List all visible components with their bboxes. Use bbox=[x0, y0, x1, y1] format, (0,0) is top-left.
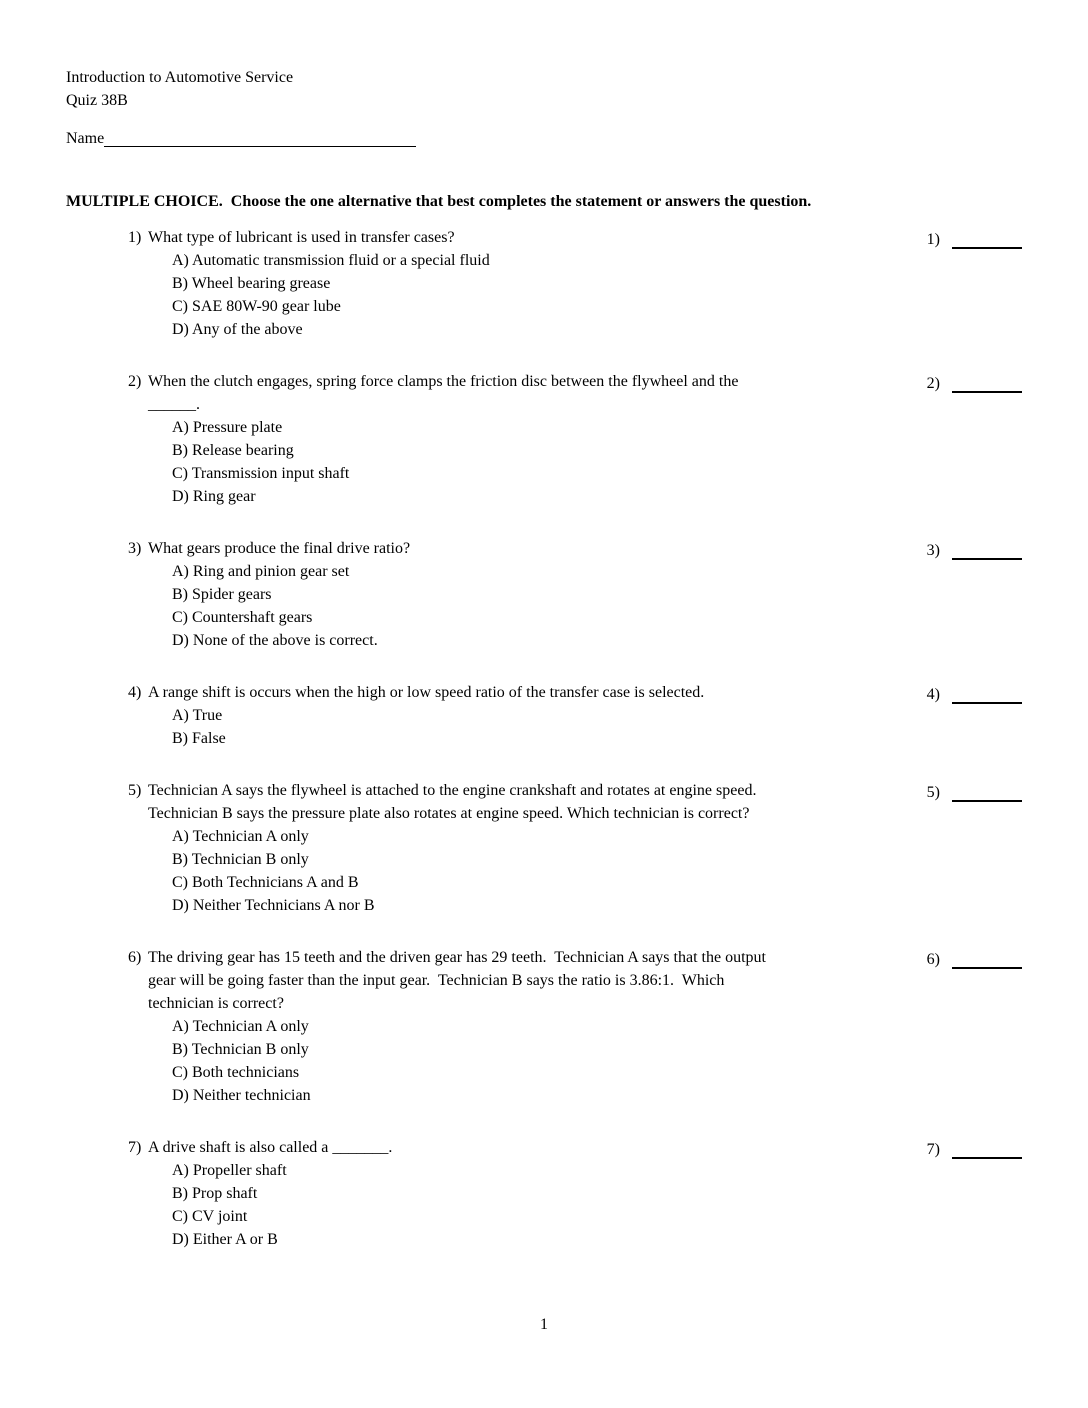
choice-item: C) CV joint bbox=[172, 1208, 248, 1225]
question-line: ______. bbox=[148, 396, 200, 413]
question-main bbox=[128, 370, 1022, 508]
choice-item: A) Technician A only bbox=[172, 828, 309, 845]
question-line: Technician B says the pressure plate also rotates at engine speed. Which technician is correct? bbox=[148, 805, 750, 822]
choice-item: D) Neither Technicians A nor B bbox=[172, 897, 375, 914]
choice-item: C) Transmission input shaft bbox=[172, 465, 350, 482]
choice-item: B) Wheel bearing grease bbox=[172, 275, 331, 292]
question-main bbox=[128, 226, 1022, 341]
choice-item: B) Technician B only bbox=[172, 1041, 309, 1058]
answer-slot bbox=[927, 370, 1022, 395]
question-body bbox=[148, 370, 738, 508]
choice-item: A) Technician A only bbox=[172, 1018, 309, 1035]
question-block bbox=[128, 1136, 1022, 1251]
question-body bbox=[148, 946, 766, 1107]
choice-item: C) Both Technicians A and B bbox=[172, 874, 359, 891]
answer-number: 4) bbox=[926, 686, 940, 703]
choice-list bbox=[172, 1159, 392, 1251]
choice-item: C) SAE 80W-90 gear lube bbox=[172, 298, 341, 315]
question-text bbox=[148, 370, 738, 416]
choice-item: B) Prop shaft bbox=[172, 1185, 258, 1202]
page-number: 1 bbox=[540, 1316, 548, 1333]
quiz-title: Quiz 38B bbox=[66, 92, 128, 109]
choice-item: B) Release bearing bbox=[172, 442, 294, 459]
choice-item: A) Pressure plate bbox=[172, 419, 283, 436]
question-main bbox=[128, 681, 1022, 750]
question-text bbox=[148, 681, 704, 704]
choice-list bbox=[172, 704, 704, 750]
answer-slot bbox=[927, 681, 1022, 706]
question-number: 3) bbox=[128, 540, 142, 557]
question-list bbox=[66, 226, 1022, 1251]
answer-blank[interactable] bbox=[952, 686, 1022, 704]
question-line: technician is correct? bbox=[148, 995, 284, 1012]
name-row bbox=[66, 126, 1022, 150]
choice-item: A) True bbox=[172, 707, 223, 724]
choice-list bbox=[172, 1015, 766, 1107]
answer-blank[interactable] bbox=[952, 542, 1022, 560]
choice-item: C) Both technicians bbox=[172, 1064, 300, 1081]
question-line: A range shift is occurs when the high or low speed ratio of the transfer case is selected. bbox=[148, 684, 705, 701]
section-instructions: MULTIPLE CHOICE. Choose the one alternative that best completes the statement or answers the question. bbox=[66, 193, 812, 210]
question-number: 6) bbox=[128, 949, 142, 966]
choice-item: D) Either A or B bbox=[172, 1231, 278, 1248]
question-number: 1) bbox=[128, 229, 142, 246]
answer-slot bbox=[927, 226, 1022, 251]
question-number: 7) bbox=[128, 1139, 142, 1156]
question-block bbox=[128, 370, 1022, 508]
question-number: 4) bbox=[128, 684, 142, 701]
question-main bbox=[128, 946, 1022, 1107]
question-line: A drive shaft is also called a _______. bbox=[148, 1139, 393, 1156]
choice-list bbox=[172, 249, 490, 341]
choice-item: D) Neither technician bbox=[172, 1087, 311, 1104]
choice-item: D) Any of the above bbox=[172, 321, 303, 338]
question-main bbox=[128, 779, 1022, 917]
answer-number: 3) bbox=[926, 542, 940, 559]
answer-number: 1) bbox=[926, 231, 940, 248]
choice-list bbox=[172, 825, 756, 917]
question-main bbox=[128, 1136, 1022, 1251]
question-line: What gears produce the final drive ratio? bbox=[148, 540, 411, 557]
name-label: Name bbox=[66, 130, 105, 147]
answer-blank[interactable] bbox=[952, 1141, 1022, 1159]
answer-slot bbox=[927, 779, 1022, 804]
question-line: When the clutch engages, spring force clamps the friction disc between the flywheel and the bbox=[148, 373, 739, 390]
choice-item: C) Countershaft gears bbox=[172, 609, 313, 626]
answer-number: 5) bbox=[926, 784, 940, 801]
question-body bbox=[148, 1136, 392, 1251]
question-block bbox=[128, 946, 1022, 1107]
question-block bbox=[128, 779, 1022, 917]
answer-blank[interactable] bbox=[952, 375, 1022, 393]
question-text bbox=[148, 779, 756, 825]
question-number: 5) bbox=[128, 782, 142, 799]
question-text bbox=[148, 1136, 392, 1159]
question-block bbox=[128, 681, 1022, 750]
document-header bbox=[66, 66, 1022, 112]
answer-slot bbox=[927, 1136, 1022, 1161]
question-body bbox=[148, 226, 490, 341]
question-body bbox=[148, 537, 410, 652]
question-line: What type of lubricant is used in transfer cases? bbox=[148, 229, 455, 246]
choice-item: B) False bbox=[172, 730, 226, 747]
question-line: Technician A says the flywheel is attached to the engine crankshaft and rotates at engine speed. bbox=[148, 782, 757, 799]
choice-item: B) Spider gears bbox=[172, 586, 272, 603]
answer-slot bbox=[927, 537, 1022, 562]
question-block bbox=[128, 226, 1022, 341]
question-text bbox=[148, 537, 410, 560]
answer-number: 6) bbox=[926, 951, 940, 968]
answer-blank[interactable] bbox=[952, 951, 1022, 969]
question-block bbox=[128, 537, 1022, 652]
answer-number: 7) bbox=[926, 1141, 940, 1158]
choice-item: A) Automatic transmission fluid or a special fluid bbox=[172, 252, 490, 269]
answer-slot bbox=[927, 946, 1022, 971]
question-main bbox=[128, 537, 1022, 652]
answer-blank[interactable] bbox=[952, 784, 1022, 802]
question-body bbox=[148, 779, 756, 917]
answer-number: 2) bbox=[926, 375, 940, 392]
choice-list bbox=[172, 560, 410, 652]
course-title: Introduction to Automotive Service bbox=[66, 69, 294, 86]
name-field[interactable] bbox=[104, 130, 416, 147]
question-line: gear will be going faster than the input gear. Technician B says the ratio is 3.86:1. Which bbox=[148, 972, 725, 989]
question-text bbox=[148, 226, 490, 249]
question-number: 2) bbox=[128, 373, 142, 390]
choice-item: B) Technician B only bbox=[172, 851, 309, 868]
choice-item: D) Ring gear bbox=[172, 488, 256, 505]
choice-item: A) Ring and pinion gear set bbox=[172, 563, 350, 580]
question-line: The driving gear has 15 teeth and the driven gear has 29 teeth. Technician A says that the output bbox=[148, 949, 766, 966]
choice-list bbox=[172, 416, 738, 508]
answer-blank[interactable] bbox=[952, 231, 1022, 249]
question-body bbox=[148, 681, 704, 750]
choice-item: A) Propeller shaft bbox=[172, 1162, 287, 1179]
choice-item: D) None of the above is correct. bbox=[172, 632, 378, 649]
question-text bbox=[148, 946, 766, 1015]
